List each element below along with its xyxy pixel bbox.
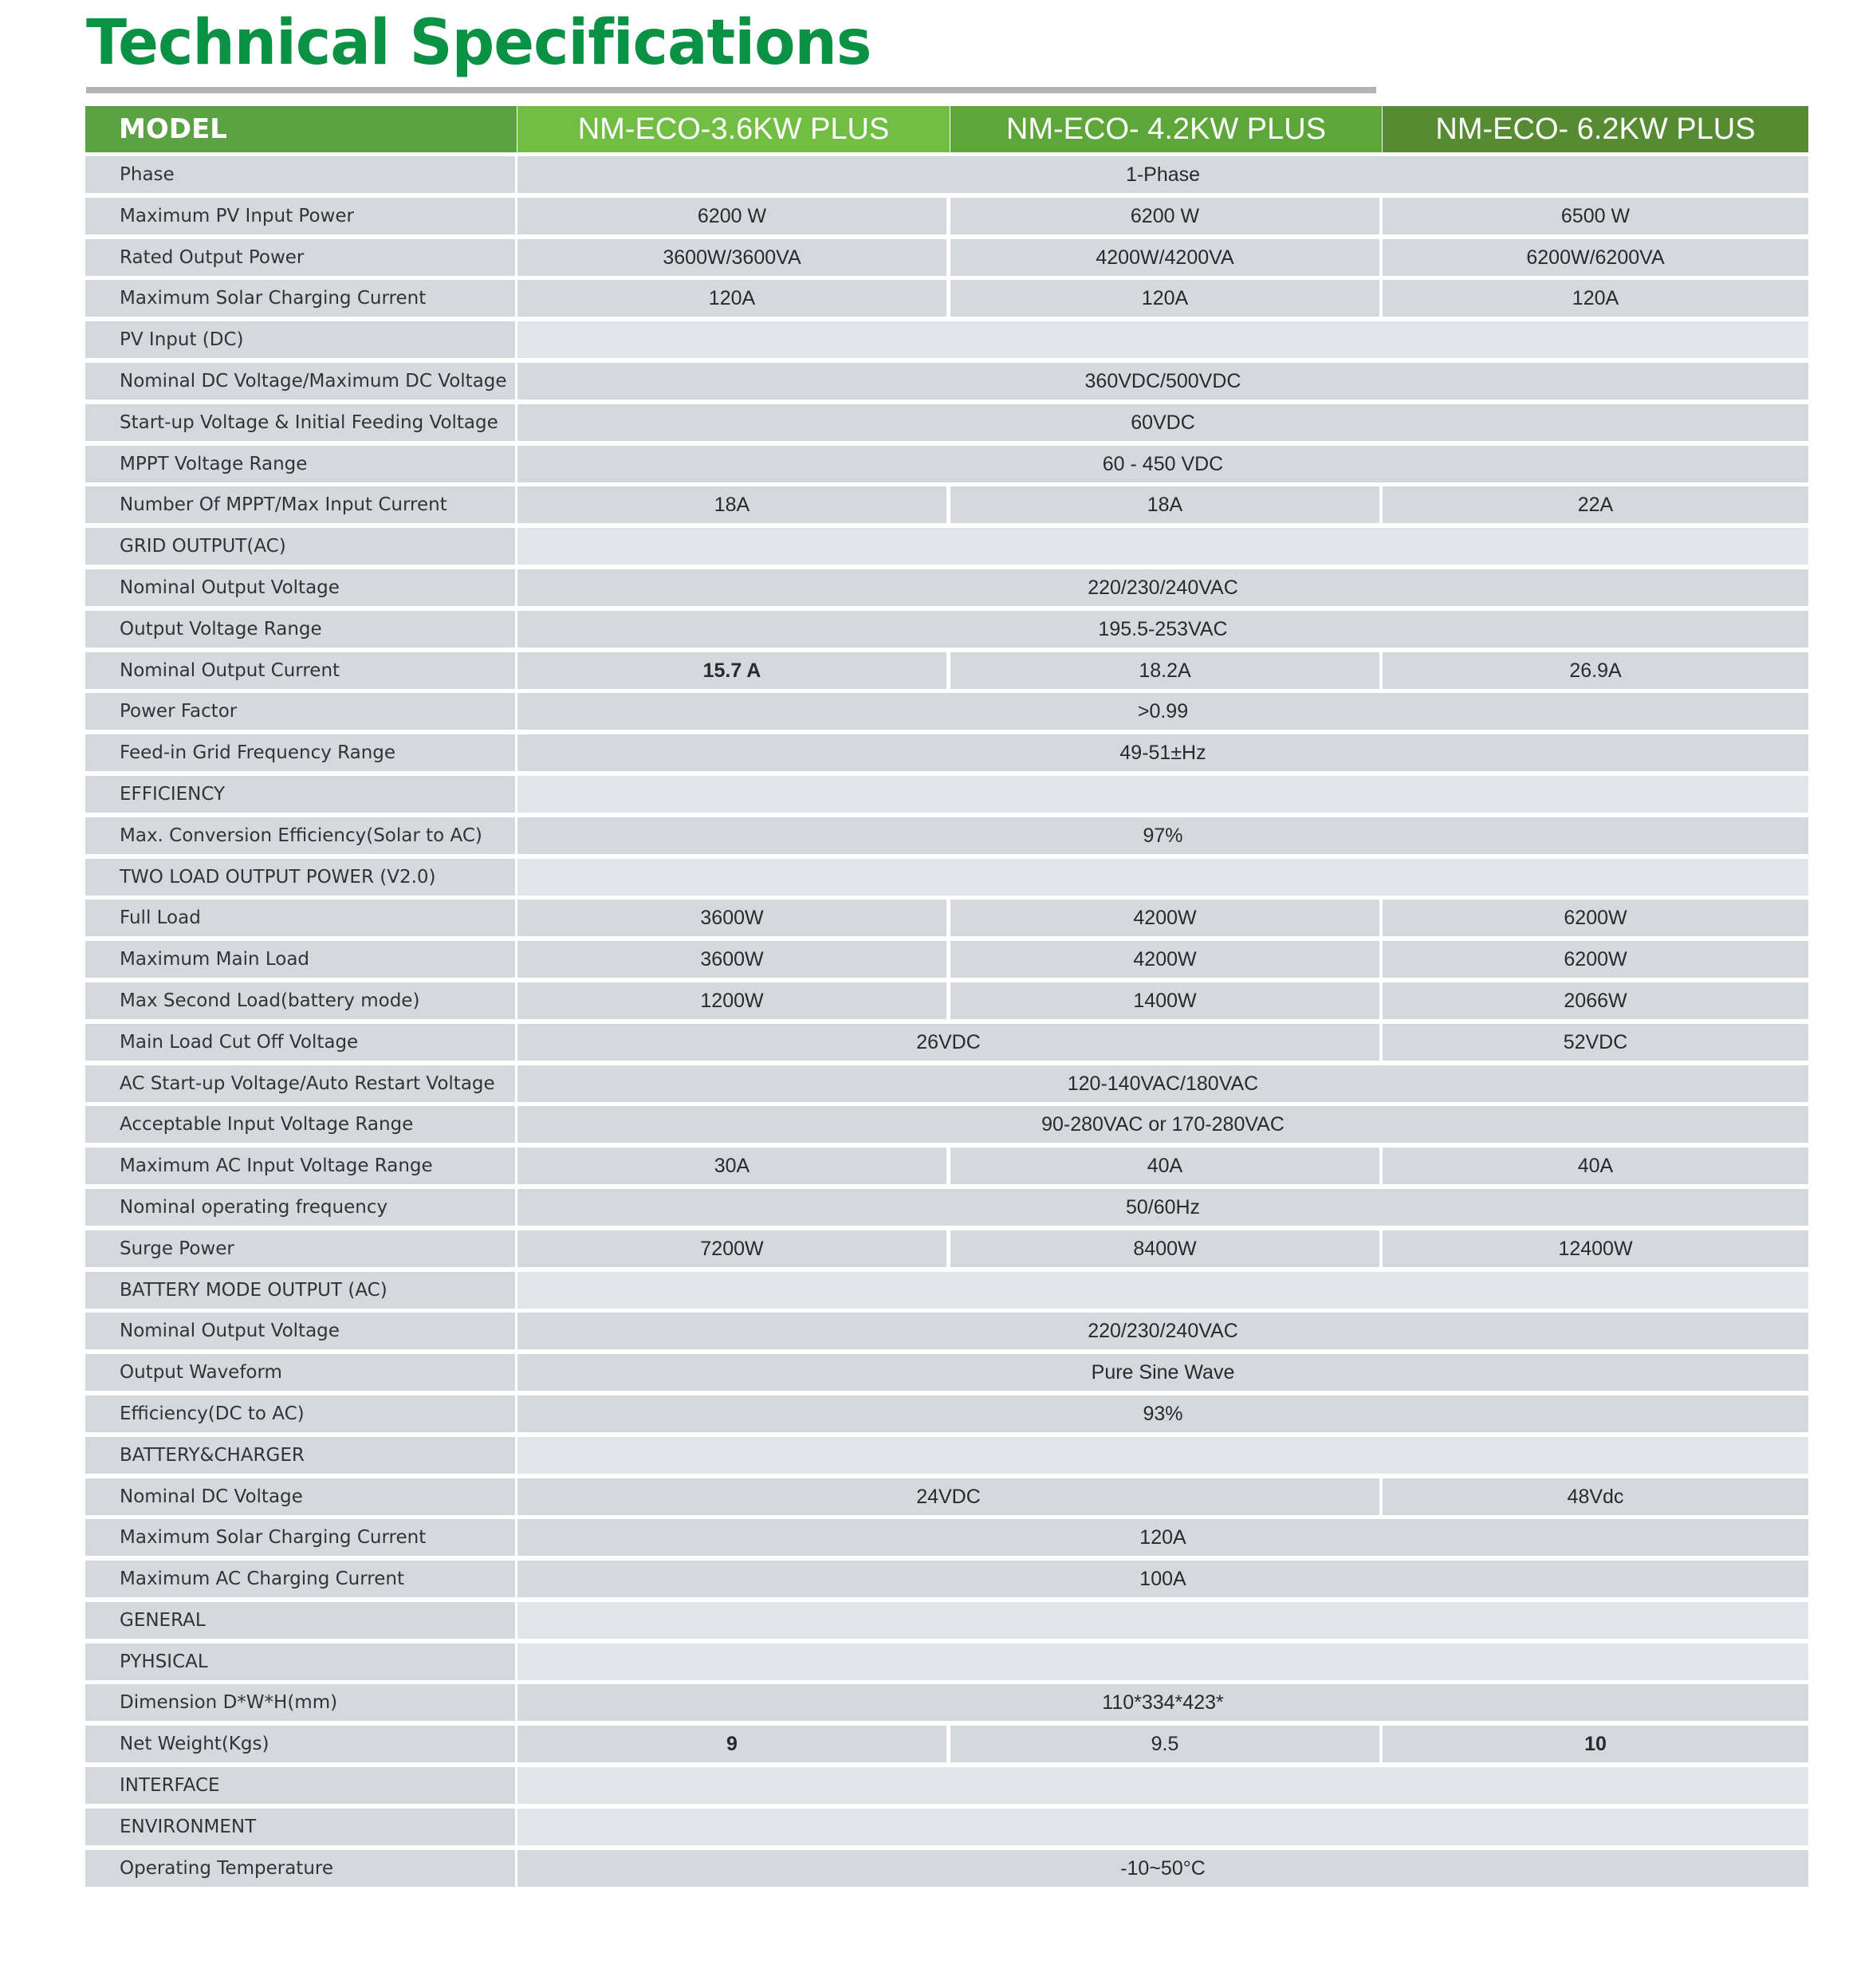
table-row <box>85 1144 1808 1185</box>
table-row <box>85 1309 1808 1350</box>
row-label: Full Load <box>85 900 515 936</box>
value-cell: 3600W <box>517 900 946 936</box>
table-row <box>85 607 1808 648</box>
value-cell <box>517 859 1808 896</box>
value-cell: 3600W/3600VA <box>517 239 946 276</box>
value-cell: 50/60Hz <box>517 1189 1808 1226</box>
value-cell: 24VDC <box>517 1478 1379 1515</box>
value-cell: 120A <box>1383 280 1808 317</box>
table-header-row <box>85 106 1808 152</box>
table-row <box>85 400 1808 442</box>
row-label: Rated Output Power <box>85 239 515 276</box>
table-row <box>85 359 1808 400</box>
value-cell: 360VDC/500VDC <box>517 363 1808 400</box>
value-cell: -10~50°C <box>517 1850 1808 1887</box>
value-cell: 18A <box>517 486 946 523</box>
table-body <box>85 152 1808 1887</box>
row-label: EFFICIENCY <box>85 776 515 813</box>
row-label: Output Waveform <box>85 1354 515 1391</box>
row-label: TWO LOAD OUTPUT POWER (V2.0) <box>85 859 515 896</box>
section-row <box>85 1433 1808 1474</box>
row-label: Feed-in Grid Frequency Range <box>85 734 515 771</box>
value-cell: 60 - 450 VDC <box>517 446 1808 482</box>
value-cell: 48Vdc <box>1383 1478 1808 1515</box>
table-row <box>85 978 1808 1020</box>
value-cell: 6500 W <box>1383 198 1808 234</box>
table-row <box>85 1185 1808 1226</box>
row-label: PYHSICAL <box>85 1644 515 1680</box>
value-cell: 9 <box>517 1726 946 1762</box>
table-row <box>85 1020 1808 1061</box>
value-cell: 12400W <box>1383 1230 1808 1267</box>
value-cell: >0.99 <box>517 693 1808 730</box>
row-label: Dimension D*W*H(mm) <box>85 1684 515 1721</box>
row-label: Output Voltage Range <box>85 611 515 648</box>
row-label: Nominal Output Voltage <box>85 1313 515 1349</box>
table-row <box>85 1102 1808 1144</box>
value-cell: 9.5 <box>950 1726 1379 1762</box>
section-row <box>85 1805 1808 1846</box>
value-cell <box>517 321 1808 358</box>
header-model-3: NM-ECO- 6.2KW PLUS <box>1383 106 1808 152</box>
value-cell: 220/230/240VAC <box>517 1313 1808 1349</box>
value-cell <box>517 1602 1808 1639</box>
value-cell: 1-Phase <box>517 156 1808 193</box>
value-cell: 7200W <box>517 1230 946 1267</box>
table-row <box>85 730 1808 772</box>
row-label: Max Second Load(battery mode) <box>85 982 515 1019</box>
section-row <box>85 1598 1808 1640</box>
value-cell: 93% <box>517 1396 1808 1432</box>
value-cell: 26.9A <box>1383 652 1808 689</box>
header-model-1: NM-ECO-3.6KW PLUS <box>517 106 950 152</box>
value-cell <box>517 1809 1808 1845</box>
table-row <box>85 689 1808 730</box>
section-row <box>85 1640 1808 1681</box>
table-row <box>85 1680 1808 1722</box>
table-row <box>85 1474 1808 1516</box>
value-cell: Pure Sine Wave <box>517 1354 1808 1391</box>
value-cell: 26VDC <box>517 1024 1379 1061</box>
value-cell: 60VDC <box>517 404 1808 441</box>
table-row <box>85 1392 1808 1433</box>
row-label: PV Input (DC) <box>85 321 515 358</box>
table-row <box>85 1350 1808 1392</box>
table-row <box>85 1557 1808 1598</box>
value-cell: 97% <box>517 817 1808 854</box>
row-label: Maximum PV Input Power <box>85 198 515 234</box>
value-cell: 6200W <box>1383 941 1808 978</box>
table-row <box>85 152 1808 194</box>
row-label: Power Factor <box>85 693 515 730</box>
value-cell: 6200 W <box>950 198 1379 234</box>
value-cell <box>517 1437 1808 1474</box>
table-row <box>85 565 1808 607</box>
value-cell: 1400W <box>950 982 1379 1019</box>
value-cell: 8400W <box>950 1230 1379 1267</box>
row-label: Maximum Main Load <box>85 941 515 978</box>
table-row <box>85 482 1808 524</box>
table-row <box>85 1226 1808 1268</box>
value-cell: 120A <box>517 280 946 317</box>
value-cell: 4200W <box>950 941 1379 978</box>
value-cell: 40A <box>1383 1148 1808 1184</box>
value-cell: 220/230/240VAC <box>517 569 1808 606</box>
row-label: Acceptable Input Voltage Range <box>85 1106 515 1143</box>
section-row <box>85 772 1808 813</box>
value-cell <box>517 1767 1808 1804</box>
table-row <box>85 813 1808 855</box>
row-label: Main Load Cut Off Voltage <box>85 1024 515 1061</box>
value-cell: 52VDC <box>1383 1024 1808 1061</box>
value-cell: 6200 W <box>517 198 946 234</box>
table-row <box>85 235 1808 277</box>
row-label: GENERAL <box>85 1602 515 1639</box>
value-cell: 18A <box>950 486 1379 523</box>
value-cell <box>517 1272 1808 1309</box>
value-cell: 10 <box>1383 1726 1808 1762</box>
table-row <box>85 937 1808 978</box>
table-row <box>85 896 1808 937</box>
value-cell: 6200W/6200VA <box>1383 239 1808 276</box>
value-cell <box>517 528 1808 565</box>
value-cell: 18.2A <box>950 652 1379 689</box>
section-row <box>85 1268 1808 1309</box>
table-row <box>85 1061 1808 1103</box>
value-cell <box>517 1644 1808 1680</box>
value-cell: 22A <box>1383 486 1808 523</box>
row-label: Maximum Solar Charging Current <box>85 280 515 317</box>
table-row <box>85 442 1808 483</box>
header-model-2: NM-ECO- 4.2KW PLUS <box>950 106 1382 152</box>
section-row <box>85 1763 1808 1805</box>
section-row <box>85 317 1808 359</box>
row-label: Max. Conversion Efficiency(Solar to AC) <box>85 817 515 854</box>
row-label: INTERFACE <box>85 1767 515 1804</box>
value-cell: 6200W <box>1383 900 1808 936</box>
value-cell: 120A <box>517 1519 1808 1556</box>
row-label: BATTERY&CHARGER <box>85 1437 515 1474</box>
value-cell: 1200W <box>517 982 946 1019</box>
value-cell: 4200W/4200VA <box>950 239 1379 276</box>
row-label: Maximum Solar Charging Current <box>85 1519 515 1556</box>
row-label: AC Start-up Voltage/Auto Restart Voltage <box>85 1065 515 1102</box>
row-label: Nominal operating frequency <box>85 1189 515 1226</box>
table-row <box>85 1515 1808 1557</box>
table-row <box>85 1722 1808 1763</box>
value-cell: 90-280VAC or 170-280VAC <box>517 1106 1808 1143</box>
table-row <box>85 276 1808 317</box>
value-cell: 40A <box>950 1148 1379 1184</box>
header-model-label: MODEL <box>85 106 517 152</box>
title-divider <box>86 87 1376 93</box>
row-label: Phase <box>85 156 515 193</box>
row-label: Efficiency(DC to AC) <box>85 1396 515 1432</box>
value-cell: 4200W <box>950 900 1379 936</box>
row-label: Number Of MPPT/Max Input Current <box>85 486 515 523</box>
value-cell: 195.5-253VAC <box>517 611 1808 648</box>
row-label: Nominal DC Voltage <box>85 1478 515 1515</box>
row-label: Nominal DC Voltage/Maximum DC Voltage <box>85 363 515 400</box>
value-cell: 2066W <box>1383 982 1808 1019</box>
row-label: Net Weight(Kgs) <box>85 1726 515 1762</box>
row-label: GRID OUTPUT(AC) <box>85 528 515 565</box>
value-cell <box>517 776 1808 813</box>
row-label: Surge Power <box>85 1230 515 1267</box>
value-cell: 30A <box>517 1148 946 1184</box>
value-cell: 49-51±Hz <box>517 734 1808 771</box>
table-row <box>85 194 1808 235</box>
table-row <box>85 1846 1808 1888</box>
page-title: Technical Specifications <box>86 7 871 79</box>
row-label: Start-up Voltage & Initial Feeding Voltage <box>85 404 515 441</box>
row-label: Maximum AC Charging Current <box>85 1561 515 1597</box>
row-label: ENVIRONMENT <box>85 1809 515 1845</box>
value-cell: 120-140VAC/180VAC <box>517 1065 1808 1102</box>
table-row <box>85 648 1808 690</box>
row-label: MPPT Voltage Range <box>85 446 515 482</box>
value-cell: 3600W <box>517 941 946 978</box>
value-cell: 110*334*423* <box>517 1684 1808 1721</box>
row-label: Nominal Output Current <box>85 652 515 689</box>
value-cell: 15.7 A <box>517 652 946 689</box>
row-label: BATTERY MODE OUTPUT (AC) <box>85 1272 515 1309</box>
value-cell: 120A <box>950 280 1379 317</box>
row-label: Operating Temperature <box>85 1850 515 1887</box>
spec-table <box>85 106 1808 1887</box>
value-cell: 100A <box>517 1561 1808 1597</box>
section-row <box>85 855 1808 896</box>
row-label: Maximum AC Input Voltage Range <box>85 1148 515 1184</box>
section-row <box>85 524 1808 565</box>
row-label: Nominal Output Voltage <box>85 569 515 606</box>
